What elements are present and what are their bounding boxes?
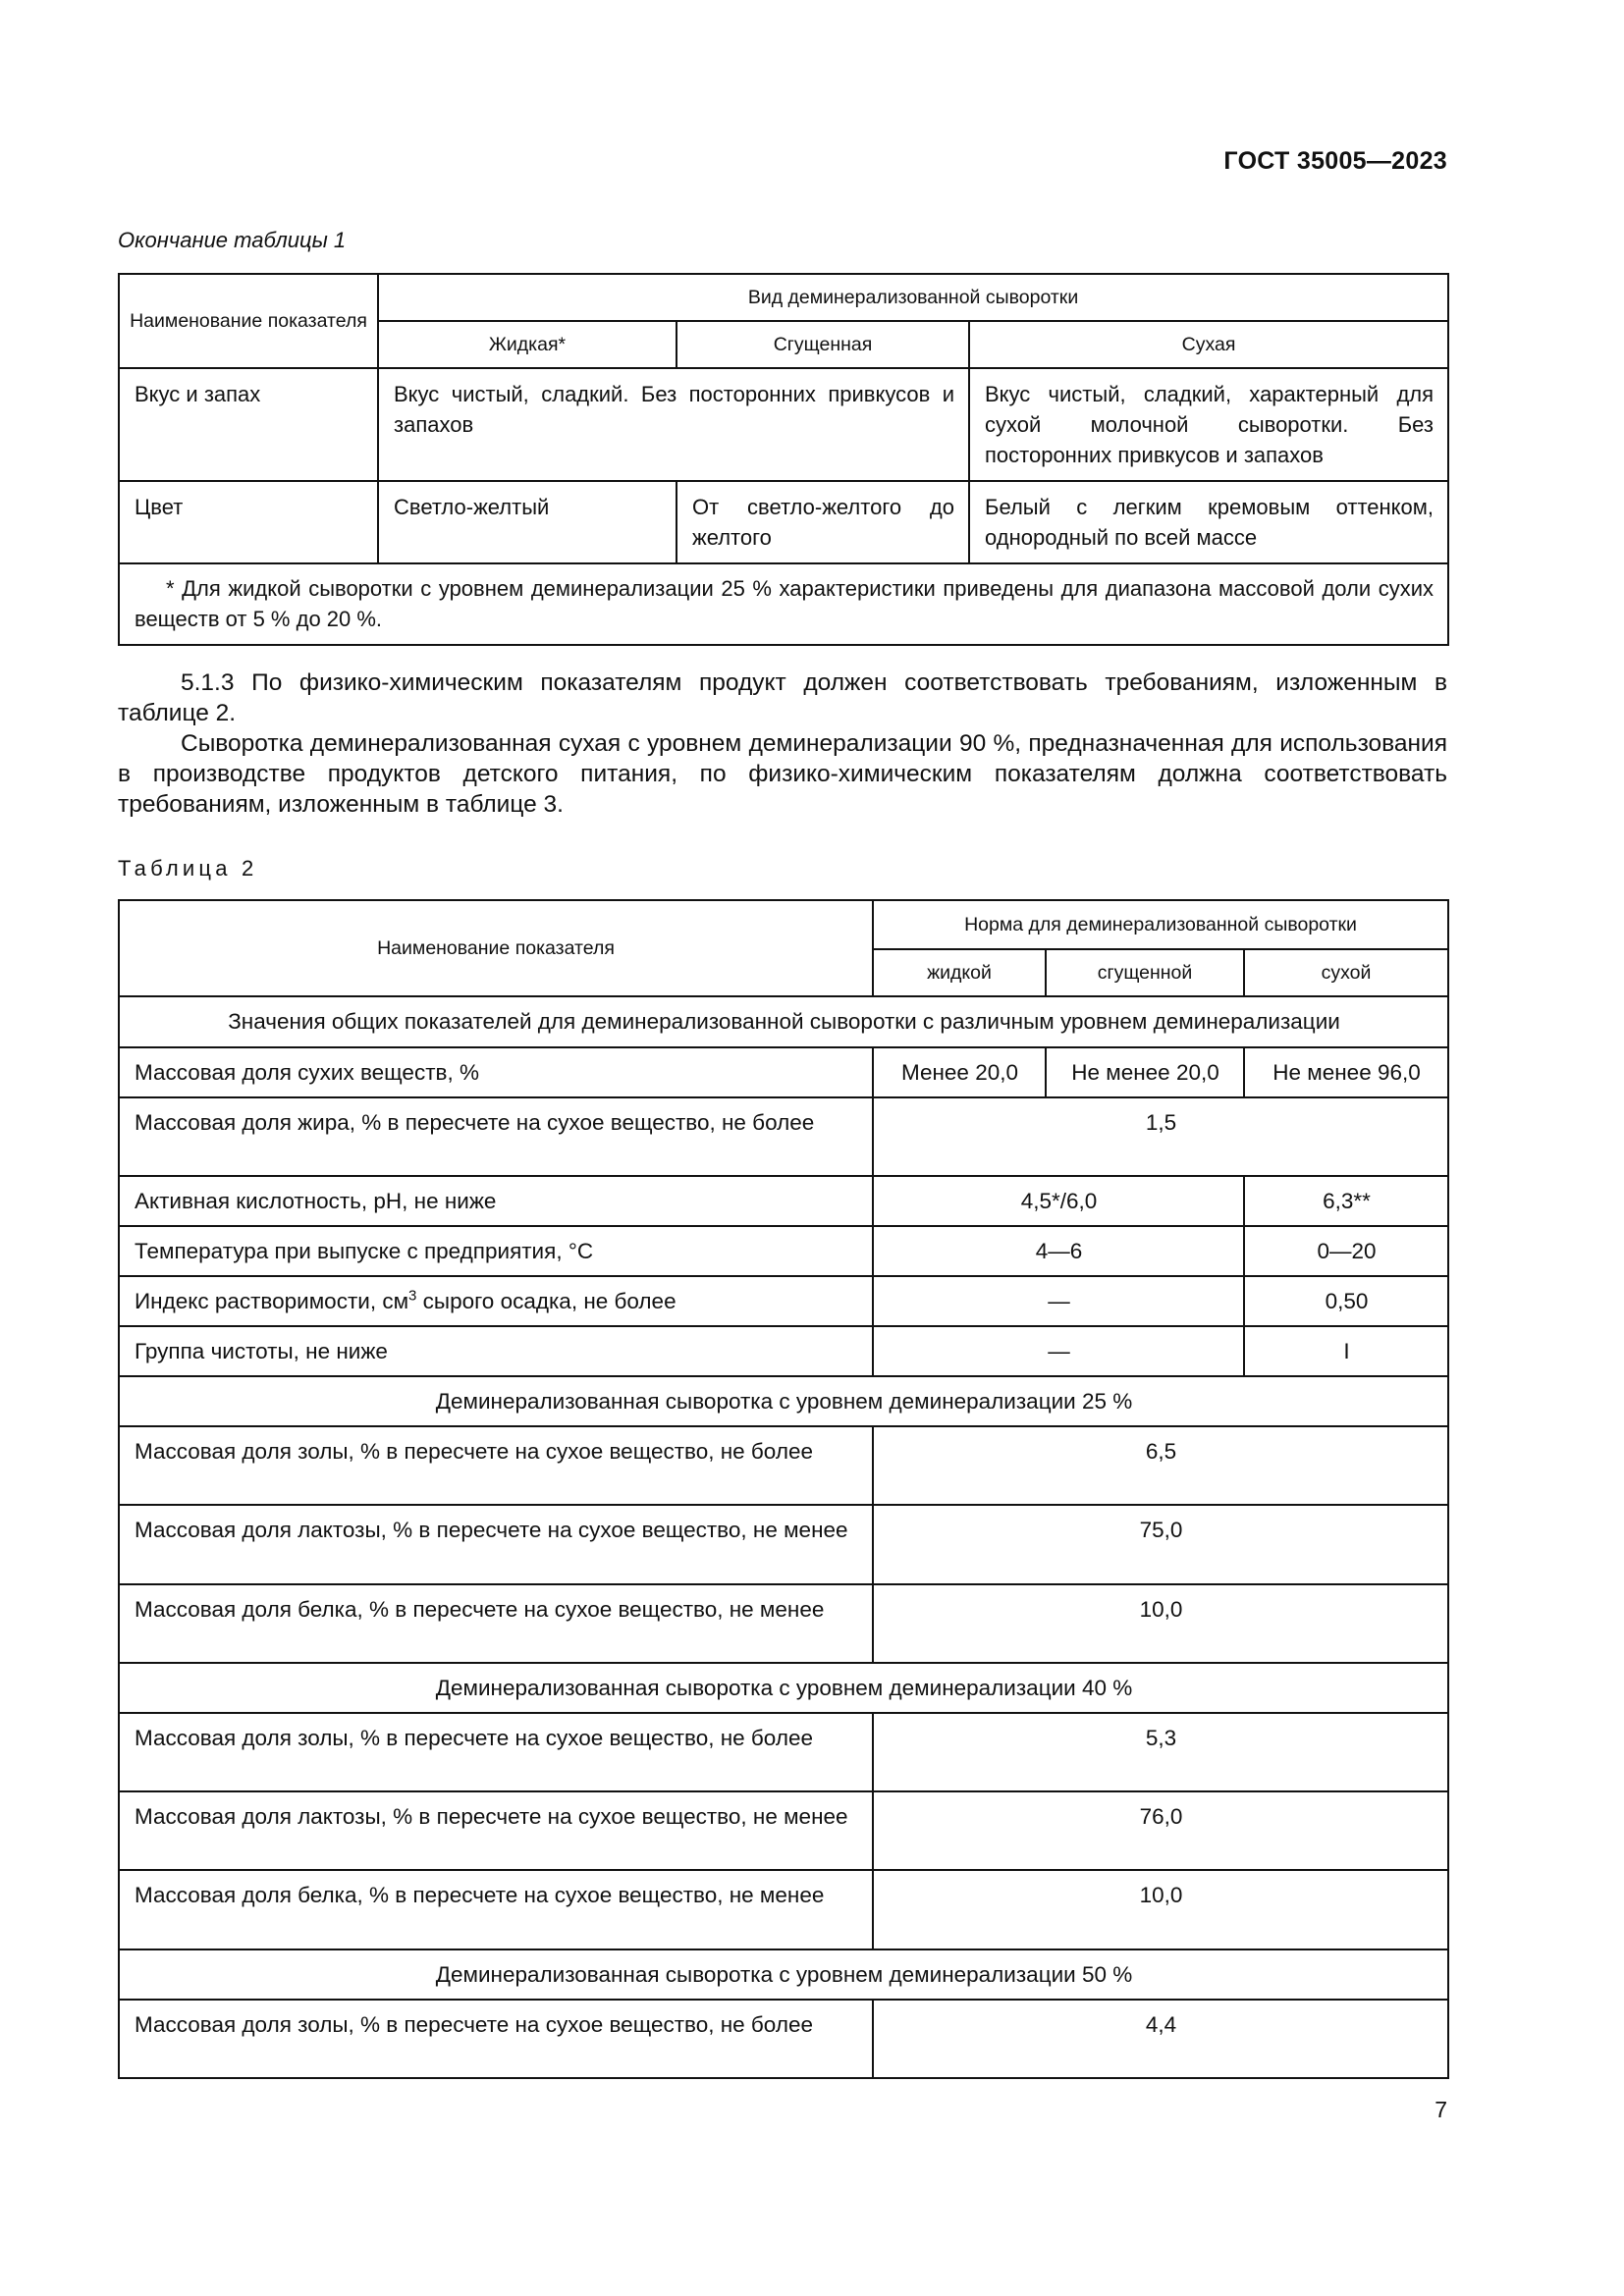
table-row [119,1713,1448,1791]
t2-cell-liquid-condensed: — [873,1276,1244,1326]
t2-section-d50: Деминерализованная сыворотка с уровнем деминерализации 50 % [119,1949,1448,2000]
t2-row-name: Массовая доля золы, % в пересчете на сухое вещество, не более [119,2000,873,2078]
t2-cell-all: 5,3 [873,1713,1448,1791]
table-row [119,1176,1448,1226]
table-row [119,1226,1448,1276]
t2-cell-liquid-condensed: 4—6 [873,1226,1244,1276]
t2-cell-all: 10,0 [873,1870,1448,1949]
t1-header-liquid: Жидкая* [378,321,677,368]
t2-header-condensed: сгущенной [1046,949,1244,996]
t1-header-indicator: Наименование показателя [119,274,378,368]
t2-row-name: Массовая доля золы, % в пересчете на сухое вещество, не более [119,1426,873,1505]
t1-row-name: Цвет [119,481,378,563]
t2-row-name: Массовая доля золы, % в пересчете на сухое вещество, не более [119,1713,873,1791]
t2-cell-dry: I [1244,1326,1448,1376]
table-2 [118,899,1449,2079]
table-row [119,1505,1448,1584]
t2-cell-all: 1,5 [873,1097,1448,1176]
t2-row-name: Температура при выпуске с предприятия, °С [119,1226,873,1276]
t2-cell-condensed: Не менее 20,0 [1046,1047,1244,1097]
table-row [119,1791,1448,1870]
t2-cell-all: 75,0 [873,1505,1448,1584]
t2-row-name: Массовая доля жира, % в пересчете на сухое вещество, не более [119,1097,873,1176]
t1-header-dry: Сухая [969,321,1448,368]
body-text [118,667,1447,820]
t1-header-condensed: Сгущенная [677,321,969,368]
t2-row-name: Массовая доля сухих веществ, % [119,1047,873,1097]
t2-cell-liquid-condensed: 4,5*/6,0 [873,1176,1244,1226]
paragraph-infant-nutrition: Сыворотка деминерализованная сухая с уровнем деминерализации 90 %, предназначенная для использования в производстве продуктов детского питания, по физико-химическим показателям должна соответствовать требованиям, изложенным в таблице 3. [118,730,1447,818]
t1-cell-liquid: Светло-желтый [378,481,677,563]
t1-row-name: Вкус и запах [119,368,378,481]
table-row [119,2000,1448,2078]
page-number: 7 [1435,2097,1447,2122]
table-row [119,368,1448,481]
cubic-superscript: 3 [408,1287,417,1305]
t2-row-name: Активная кислотность, pH, не ниже [119,1176,873,1226]
t2-cell-dry: Не менее 96,0 [1244,1047,1448,1097]
solubility-name-part2: сырого осадка, не более [416,1289,677,1313]
t2-row-name: Массовая доля лактозы, % в пересчете на сухое вещество, не менее [119,1791,873,1870]
t2-row-name: Группа чистоты, не ниже [119,1326,873,1376]
t2-section-d40: Деминерализованная сыворотка с уровнем деминерализации 40 % [119,1663,1448,1713]
table2-caption: Таблица 2 [118,856,258,881]
t2-row-name: Массовая доля лактозы, % в пересчете на сухое вещество, не менее [119,1505,873,1584]
t1-footnote: * Для жидкой сыворотки с уровнем деминерализации 25 % характеристики приведены для диапазона массовой доли сухих веществ от 5 % до 20 %. [119,563,1448,645]
t2-row-name: Массовая доля белка, % в пересчете на сухое вещество, не менее [119,1870,873,1949]
t1-header-group: Вид деминерализованной сыворотки [378,274,1448,321]
t2-header-dry: сухой [1244,949,1448,996]
t2-header-indicator: Наименование показателя [119,900,873,996]
table-row [119,1097,1448,1176]
t1-cell-dry: Вкус чистый, сладкий, характерный для сухой молочной сыворотки. Без посторонних привкусов и запахов [969,368,1448,481]
t2-cell-dry: 0,50 [1244,1276,1448,1326]
t2-section-general: Значения общих показателей для деминерализованной сыворотки с различным уровнем деминерализации [119,996,1448,1047]
t2-cell-all: 6,5 [873,1426,1448,1505]
table-row [119,1870,1448,1949]
table-row [119,1426,1448,1505]
t2-cell-all: 76,0 [873,1791,1448,1870]
t2-header-group: Норма для деминерализованной сыворотки [873,900,1448,949]
t1-cell-condensed: От светло-желтого до желтого [677,481,969,563]
t2-cell-liquid: Менее 20,0 [873,1047,1046,1097]
t2-cell-all: 10,0 [873,1584,1448,1663]
t2-row-name [119,1276,873,1326]
t2-cell-dry: 0—20 [1244,1226,1448,1276]
t2-cell-liquid-condensed: — [873,1326,1244,1376]
table-row [119,1047,1448,1097]
t1-cell-dry: Белый с легким кремовым оттенком, однородный по всей массе [969,481,1448,563]
table-row [119,481,1448,563]
paragraph-5-1-3: 5.1.3 По физико-химическим показателям продукт должен соответствовать требованиям, изложенным в таблице 2. [118,669,1447,726]
table1-continuation-caption: Окончание таблицы 1 [118,228,347,252]
table-1-end [118,273,1449,646]
document-id: ГОСТ 35005—2023 [1223,147,1447,175]
table-row [119,1276,1448,1326]
solubility-name-part1: Индекс растворимости, см [135,1289,409,1313]
t2-section-d25: Деминерализованная сыворотка с уровнем деминерализации 25 % [119,1376,1448,1426]
table-row [119,1326,1448,1376]
t2-row-name: Массовая доля белка, % в пересчете на сухое вещество, не менее [119,1584,873,1663]
t2-cell-dry: 6,3** [1244,1176,1448,1226]
t2-cell-all: 4,4 [873,2000,1448,2078]
table-row [119,1584,1448,1663]
t1-cell-liquid-condensed: Вкус чистый, сладкий. Без посторонних привкусов и запахов [378,368,969,481]
t2-header-liquid: жидкой [873,949,1046,996]
